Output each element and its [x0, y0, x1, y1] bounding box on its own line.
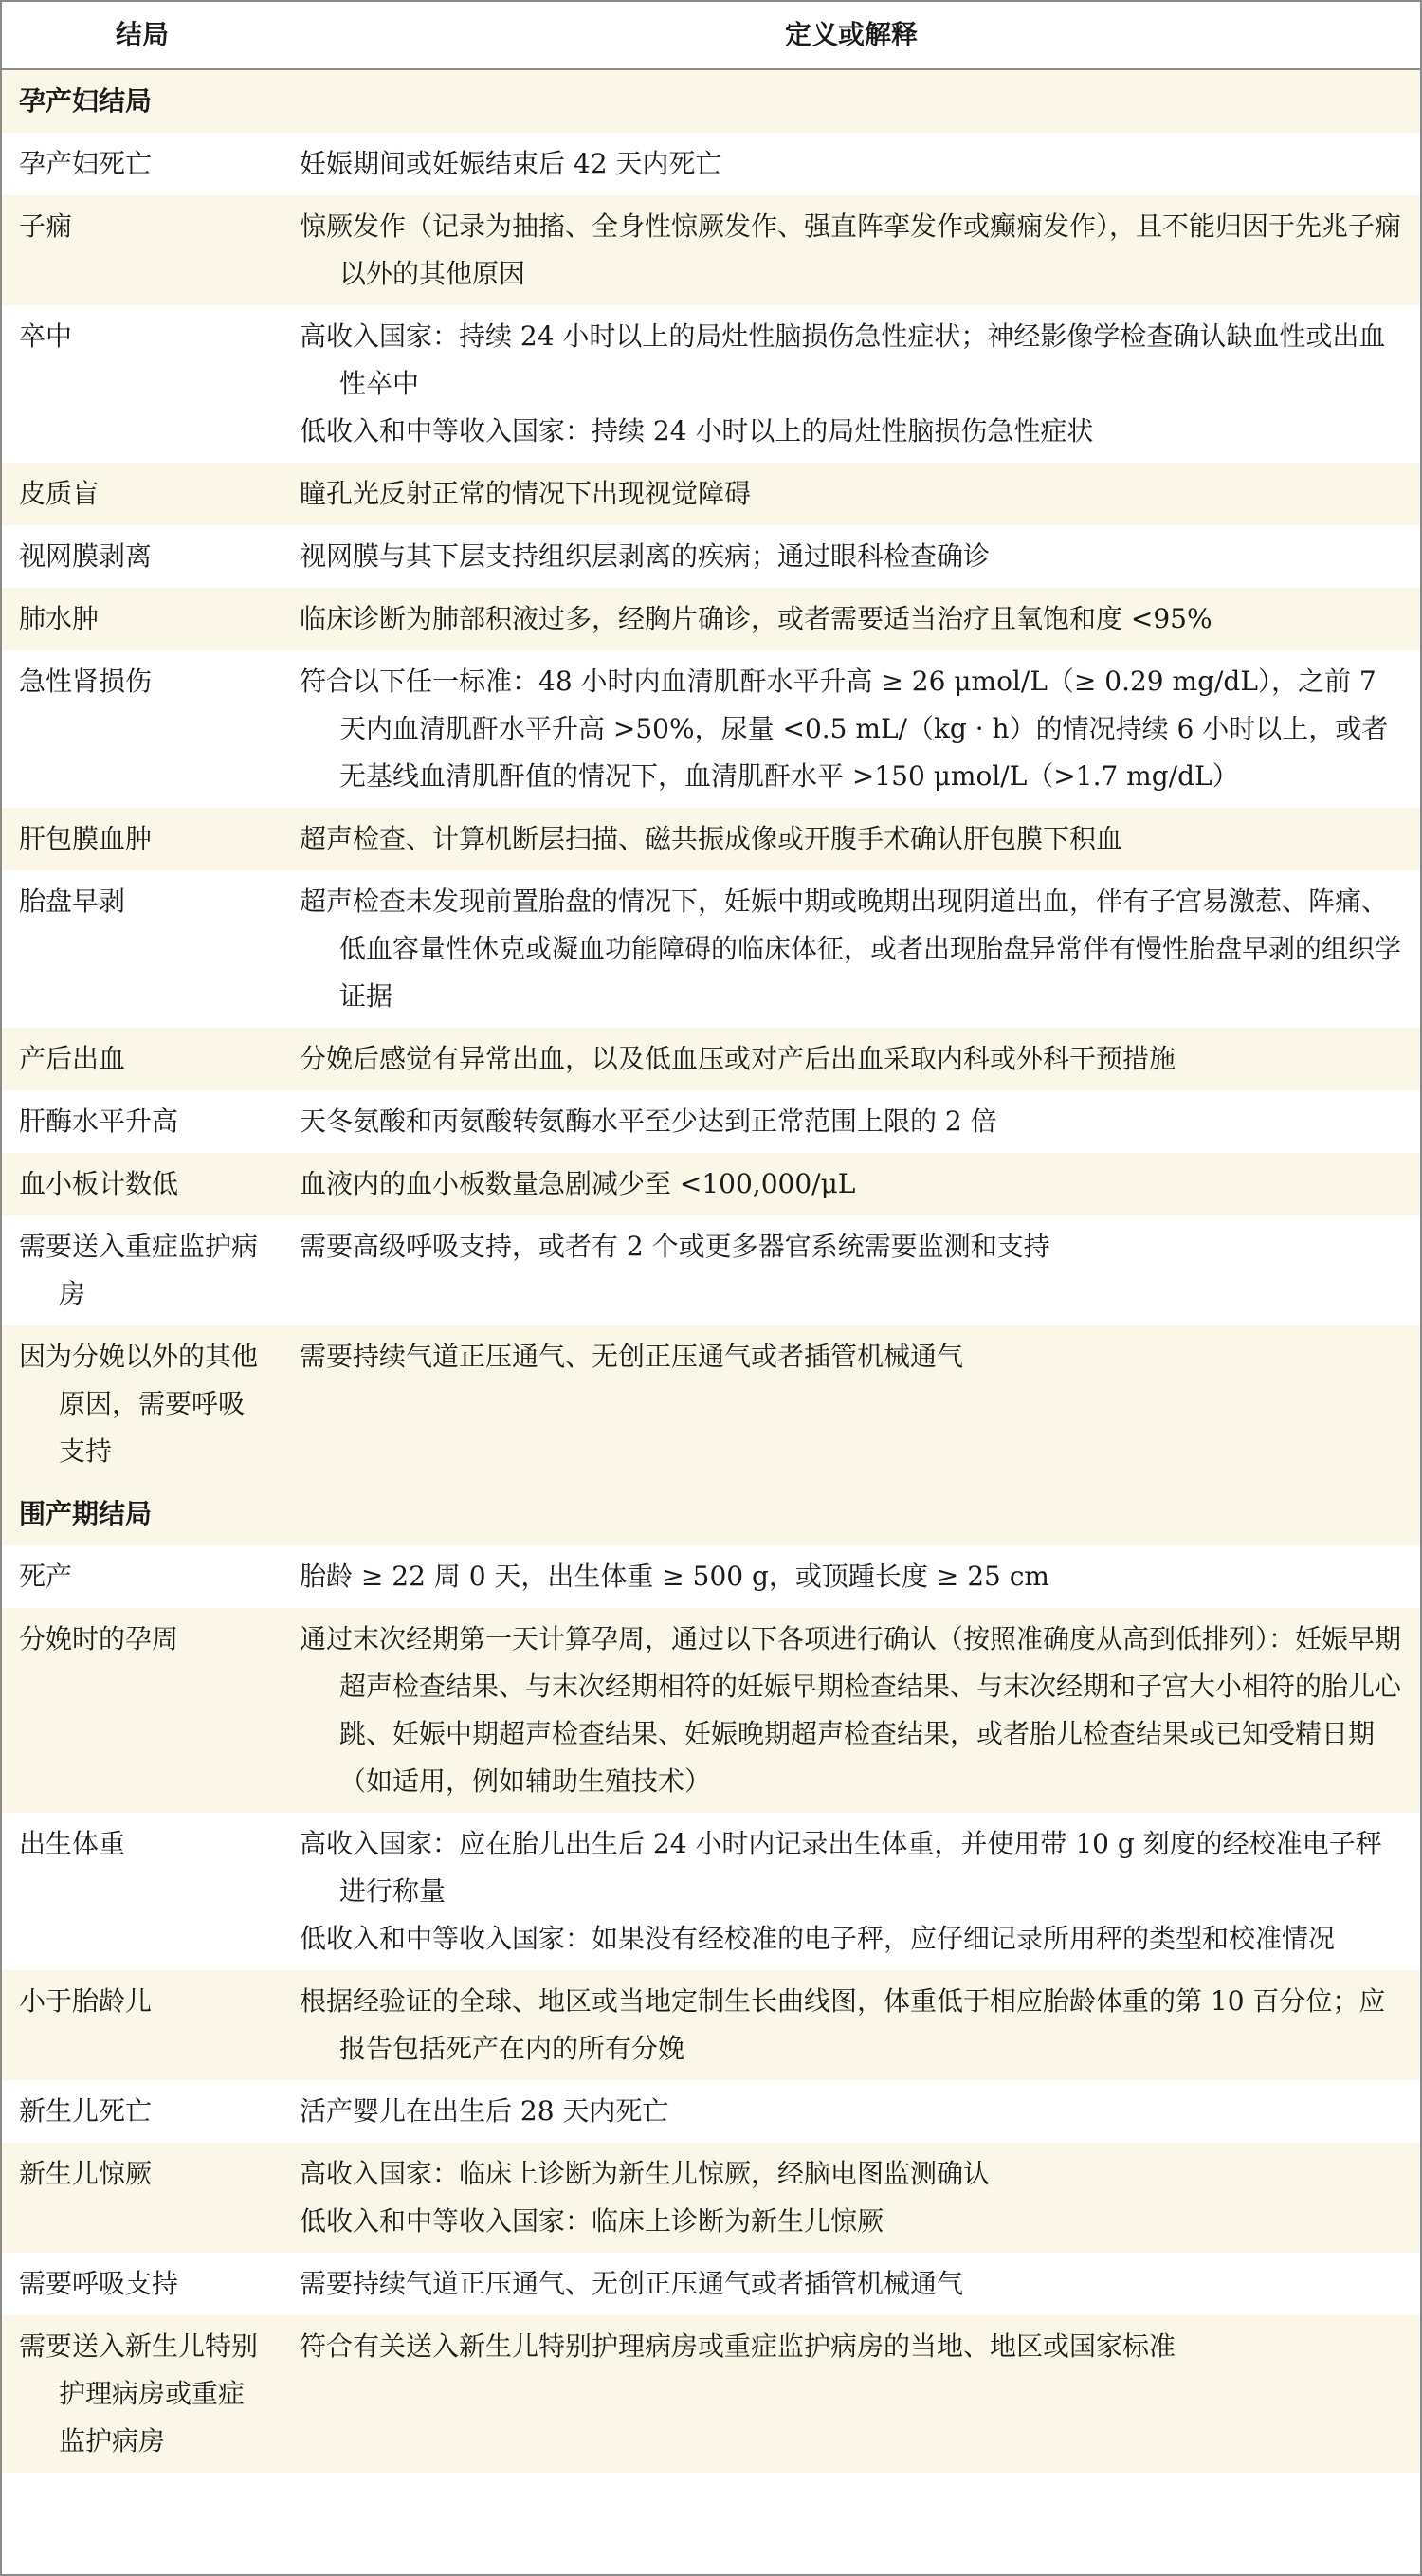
outcome-cell [2, 1090, 283, 1153]
definition-text: 妊娠期间或妊娠结束后 42 天内死亡 [300, 148, 722, 179]
definition-text: 需要持续气道正压通气、无创正压通气或者插管机械通气 [300, 2268, 964, 2299]
definition-cell [283, 1970, 1420, 2080]
outcome-label: 子痫 [19, 210, 73, 242]
definition-cell [283, 1813, 1420, 1970]
outcome-cell [2, 1813, 283, 1970]
table-row [2, 2143, 1420, 2253]
outcome-cell [2, 808, 283, 870]
definition-text: 高收入国家：临床上诊断为新生儿惊厥，经脑电图监测确认 [300, 2158, 991, 2189]
table-row [2, 808, 1420, 870]
outcomes-table [2, 2, 1420, 2473]
definition-text: 血液内的血小板数量急剧减少至 <100,000/μL [300, 1168, 856, 1199]
outcome-label: 急性肾损伤 [19, 666, 153, 697]
outcome-label: 分娩时的孕周 [19, 1623, 179, 1654]
section-title: 围产期结局 [2, 1483, 1420, 1545]
section-title: 孕产妇结局 [2, 69, 1420, 133]
table-row [2, 1970, 1420, 2080]
table-row [2, 1215, 1420, 1325]
outcome-label: 死产 [19, 1561, 73, 1592]
outcome-cell [2, 2315, 283, 2473]
outcome-cell [2, 588, 283, 650]
definition-cell [283, 1153, 1420, 1215]
outcome-label: 新生儿死亡 [19, 2095, 153, 2127]
definition-text: 天冬氨酸和丙氨酸转氨酶水平至少达到正常范围上限的 2 倍 [300, 1105, 997, 1137]
table-row [2, 2253, 1420, 2315]
table-row [2, 133, 1420, 195]
outcome-label: 皮质盲 [19, 478, 100, 509]
outcome-cell [2, 2253, 283, 2315]
outcome-label: 卒中 [19, 320, 73, 352]
outcome-label: 孕产妇死亡 [19, 148, 153, 179]
definition-text: 低收入和中等收入国家：持续 24 小时以上的局灶性脑损伤急性症状 [300, 415, 1094, 447]
definition-text: 低收入和中等收入国家：临床上诊断为新生儿惊厥 [300, 2205, 884, 2237]
definition-cell [283, 1028, 1420, 1090]
definition-cell [283, 870, 1420, 1028]
definition-cell [283, 2080, 1420, 2143]
definition-cell [283, 1215, 1420, 1325]
definition-cell [283, 1090, 1420, 1153]
outcome-cell [2, 133, 283, 195]
definition-cell [283, 2143, 1420, 2253]
definition-text: 超声检查未发现前置胎盘的情况下，妊娠中期或晚期出现阴道出血，伴有子宫易激惹、阵痛、低血容量性休克或凝血功能障碍的临床体征，或者出现胎盘异常伴有慢性胎盘早剥的组织学证据 [300, 886, 1402, 1012]
table-row [2, 650, 1420, 808]
outcome-cell [2, 650, 283, 808]
outcome-label: 需要呼吸支持 [19, 2268, 179, 2299]
table-row [2, 1813, 1420, 1970]
table-row [2, 195, 1420, 305]
outcome-cell [2, 1325, 283, 1483]
definition-cell [283, 2315, 1420, 2473]
outcome-label: 肝包膜血肿 [19, 823, 153, 854]
definition-text: 视网膜与其下层支持组织层剥离的疾病；通过眼科检查确诊 [300, 540, 991, 572]
outcome-label: 需要送入重症监护病房 [19, 1231, 259, 1309]
definition-text: 惊厥发作（记录为抽搐、全身性惊厥发作、强直阵挛发作或癫痫发作），且不能归因于先兆子痫以外的其他原因 [300, 210, 1402, 289]
definition-text: 需要持续气道正压通气、无创正压通气或者插管机械通气 [300, 1341, 964, 1372]
definition-cell [283, 808, 1420, 870]
outcome-cell [2, 525, 283, 588]
table-row [2, 1545, 1420, 1608]
definition-text: 临床诊断为肺部积液过多，经胸片确诊，或者需要适当治疗且氧饱和度 <95% [300, 603, 1212, 634]
outcome-label: 出生体重 [19, 1828, 126, 1859]
outcome-cell [2, 1608, 283, 1813]
outcome-cell [2, 870, 283, 1028]
outcome-cell [2, 1028, 283, 1090]
section-row [2, 69, 1420, 133]
outcome-cell [2, 1970, 283, 2080]
table-row [2, 463, 1420, 525]
definition-text: 瞳孔光反射正常的情况下出现视觉障碍 [300, 478, 752, 509]
outcome-label: 产后出血 [19, 1043, 126, 1074]
outcome-label: 视网膜剥离 [19, 540, 153, 572]
table-row [2, 1028, 1420, 1090]
definition-text: 活产婴儿在出生后 28 天内死亡 [300, 2095, 669, 2127]
table-row [2, 525, 1420, 588]
definition-cell [283, 2253, 1420, 2315]
definition-text: 符合有关送入新生儿特别护理病房或重症监护病房的当地、地区或国家标准 [300, 2330, 1176, 2362]
definition-text: 高收入国家：应在胎儿出生后 24 小时内记录出生体重，并使用带 10 g 刻度的经校准电子秤进行称量 [300, 1828, 1382, 1907]
outcome-cell [2, 463, 283, 525]
outcome-cell [2, 2080, 283, 2143]
definition-cell [283, 588, 1420, 650]
outcome-cell [2, 305, 283, 463]
definition-text: 符合以下任一标准：48 小时内血清肌酐水平升高 ≥ 26 μmol/L（≥ 0.29 mg/dL），之前 7 天内血清肌酐水平升高 >50%，尿量 <0.5 mL/（kg · h）的情况持续 6 小时以上，或者无基线血清肌酐值的情况下，血清肌酐水平 >150 μmol/L（>1.7 mg/dL） [300, 666, 1389, 792]
definition-text: 超声检查、计算机断层扫描、磁共振成像或开腹手术确认肝包膜下积血 [300, 823, 1123, 854]
outcome-cell [2, 1215, 283, 1325]
table-row [2, 1090, 1420, 1153]
outcome-label: 肺水肿 [19, 603, 100, 634]
section-row [2, 1483, 1420, 1545]
outcome-cell [2, 1153, 283, 1215]
header-outcome: 结局 [2, 2, 283, 69]
outcome-label: 小于胎龄儿 [19, 1985, 153, 2017]
definition-cell [283, 650, 1420, 808]
table-row [2, 870, 1420, 1028]
definition-text: 低收入和中等收入国家：如果没有经校准的电子秤，应仔细记录所用秤的类型和校准情况 [300, 1923, 1336, 1954]
header-definition: 定义或解释 [283, 2, 1420, 69]
definition-cell [283, 1545, 1420, 1608]
table-row [2, 2080, 1420, 2143]
definition-cell [283, 1608, 1420, 1813]
table-row [2, 2315, 1420, 2473]
definition-text: 胎龄 ≥ 22 周 0 天，出生体重 ≥ 500 g，或顶踵长度 ≥ 25 cm [300, 1561, 1049, 1592]
table-row [2, 588, 1420, 650]
definition-cell [283, 1325, 1420, 1483]
definition-cell [283, 133, 1420, 195]
table-header-row [2, 2, 1420, 69]
outcome-label: 因为分娩以外的其他原因，需要呼吸支持 [19, 1341, 259, 1467]
outcome-cell [2, 2143, 283, 2253]
definition-text: 高收入国家：持续 24 小时以上的局灶性脑损伤急性症状；神经影像学检查确认缺血性或出血性卒中 [300, 320, 1386, 399]
definition-text: 需要高级呼吸支持，或者有 2 个或更多器官系统需要监测和支持 [300, 1231, 1050, 1262]
table-row [2, 1153, 1420, 1215]
outcome-cell [2, 195, 283, 305]
definition-cell [283, 305, 1420, 463]
outcome-label: 肝酶水平升高 [19, 1105, 179, 1137]
outcome-label: 新生儿惊厥 [19, 2158, 153, 2189]
definition-cell [283, 463, 1420, 525]
definition-cell [283, 525, 1420, 588]
outcome-label: 需要送入新生儿特别护理病房或重症监护病房 [19, 2330, 259, 2457]
outcome-label: 血小板计数低 [19, 1168, 179, 1199]
definition-text: 根据经验证的全球、地区或当地定制生长曲线图，体重低于相应胎龄体重的第 10 百分位；应报告包括死产在内的所有分娩 [300, 1985, 1386, 2064]
outcome-label: 胎盘早剥 [19, 886, 126, 917]
definition-text: 分娩后感觉有异常出血，以及低血压或对产后出血采取内科或外科干预措施 [300, 1043, 1176, 1074]
table-row [2, 305, 1420, 463]
outcome-cell [2, 1545, 283, 1608]
table-body [2, 69, 1420, 2473]
table-row [2, 1325, 1420, 1483]
table-row [2, 1608, 1420, 1813]
definition-text: 通过末次经期第一天计算孕周，通过以下各项进行确认（按照准确度从高到低排列）：妊娠早期超声检查结果、与末次经期相符的妊娠早期检查结果、与末次经期和子宫大小相符的胎儿心跳、妊娠中期超声检查结果、妊娠晚期超声检查结果，或者胎儿检查结果或已知受精日期（如适用，例如辅助生殖技术） [300, 1623, 1402, 1797]
definition-cell [283, 195, 1420, 305]
